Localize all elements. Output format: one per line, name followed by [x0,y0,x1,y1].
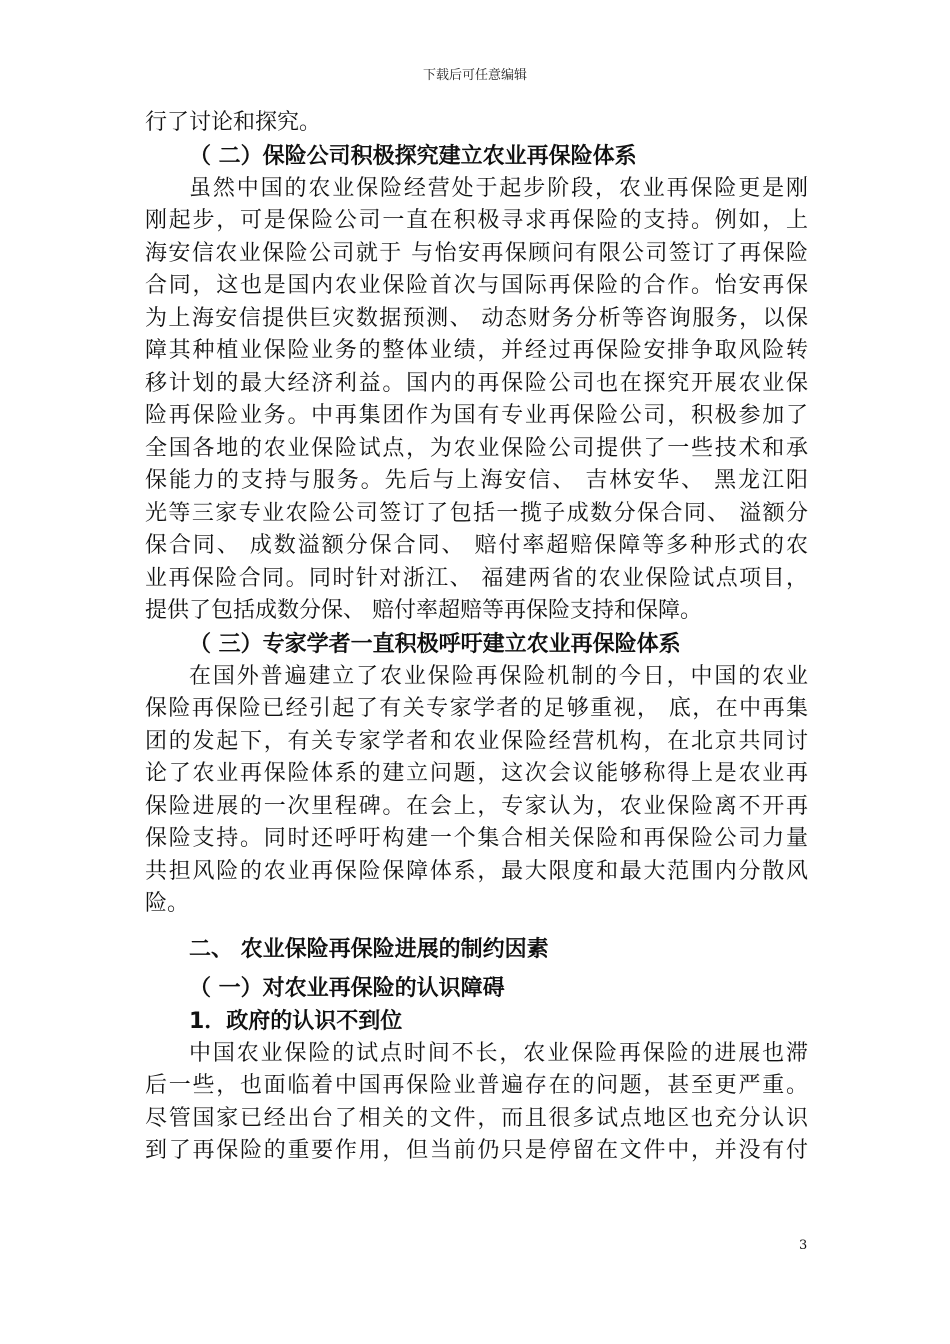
paragraph-line: 到了再保险的重要作用，但当前仍只是停留在文件中，并没有付 [145,1138,808,1163]
subsection-heading: 1．政府的认识不到位 [189,1008,403,1034]
section-heading-2: （ 二）保险公司积极探究建立农业再保险体系 [189,143,637,169]
page-header: 下载后可任意编辑 [422,68,527,83]
paragraph-line: 后一些，也面临着中国再保险业普遍存在的问题，甚至更严重。 [145,1073,808,1098]
paragraph-line: 光等三家专业农险公司签订了包括一揽子成数分保合同、 溢额分 [145,500,808,526]
chapter-heading: 二、 农业保险再保险进展的制约因素 [189,936,549,962]
paragraph-line: 保合同、 成数溢额分保合同、 赔付率超赔保障等多种形式的农 [145,533,808,558]
paragraph-line: 尽管国家已经出台了相关的文件，而且很多试点地区也充分认识 [145,1105,808,1131]
paragraph-line: 虽然中国的农业保险经营处于起步阶段，农业再保险更是刚 [189,175,808,201]
paragraph-line: 保险再保险已经引起了有关专家学者的足够重视， 底，在中再集 [145,696,808,721]
paragraph-line: 海安信农业保险公司就于 与怡安再保顾问有限公司签订了再保险 [145,240,808,266]
paragraph-line: 行了讨论和探究。 [145,110,322,135]
paragraph-line: 业再保险合同。同时针对浙江、 福建两省的农业保险试点项目， [145,565,808,591]
paragraph-insurers [145,173,808,628]
paragraph-line: 提供了包括成数分保、 赔付率超赔等再保险支持和保障。 [145,598,702,623]
paragraph-line: 障其种植业保险业务的整体业绩，并经过再保险安排争取风险转 [145,338,808,363]
paragraph-line: 中国农业保险的试点时间不长，农业保险再保险的进展也滞 [189,1040,808,1066]
section-heading-3: （ 三）专家学者一直积极呼吁建立农业再保险体系 [189,631,681,657]
paragraph-line: 保险进展的一次里程碑。在会上，专家认为，农业保险离不开再 [145,793,808,819]
paragraph-line: 全国各地的农业保险试点，为农业保险公司提供了一些技术和承 [145,435,808,461]
paragraph-line: 合同，这也是国内农业保险首次与国际再保险的合作。怡安再保 [145,273,808,298]
paragraph-line: 险。 [145,891,190,916]
paragraph-line: 共担风险的农业再保险保障体系，最大限度和最大范围内分散风 [145,858,808,884]
document-body [145,107,808,1168]
paragraph-line: 移计划的最大经济利益。国内的再保险公司也在探究开展农业保 [145,370,808,396]
paragraph-line: 论了农业再保险体系的建立问题，这次会议能够称得上是农业再 [145,761,808,786]
paragraph-line: 保险支持。同时还呼吁构建一个集合相关保险和再保险公司力量 [145,826,808,851]
page-number: 3 [799,1238,808,1253]
paragraph-line: 刚起步，可是保险公司一直在积极寻求再保险的支持。例如，上 [145,208,808,233]
section-heading-1: （ 一）对农业再保险的认识障碍 [189,975,505,1001]
paragraph-line: 险再保险业务。中再集团作为国有专业再保险公司，积极参加了 [145,403,808,428]
paragraph-line: 团的发起下，有关专家学者和农业保险经营机构，在北京共同讨 [145,728,808,754]
paragraph-government [145,1038,808,1168]
paragraph-line: 保能力的支持与服务。先后与上海安信、 吉林安华、 黑龙江阳 [145,468,808,493]
paragraph-line: 在国外普遍建立了农业保险再保险机制的今日，中国的农业 [189,663,808,689]
paragraph-line: 为上海安信提供巨灾数据预测、 动态财务分析等咨询服务，以保 [145,305,808,331]
paragraph-experts [145,661,808,921]
